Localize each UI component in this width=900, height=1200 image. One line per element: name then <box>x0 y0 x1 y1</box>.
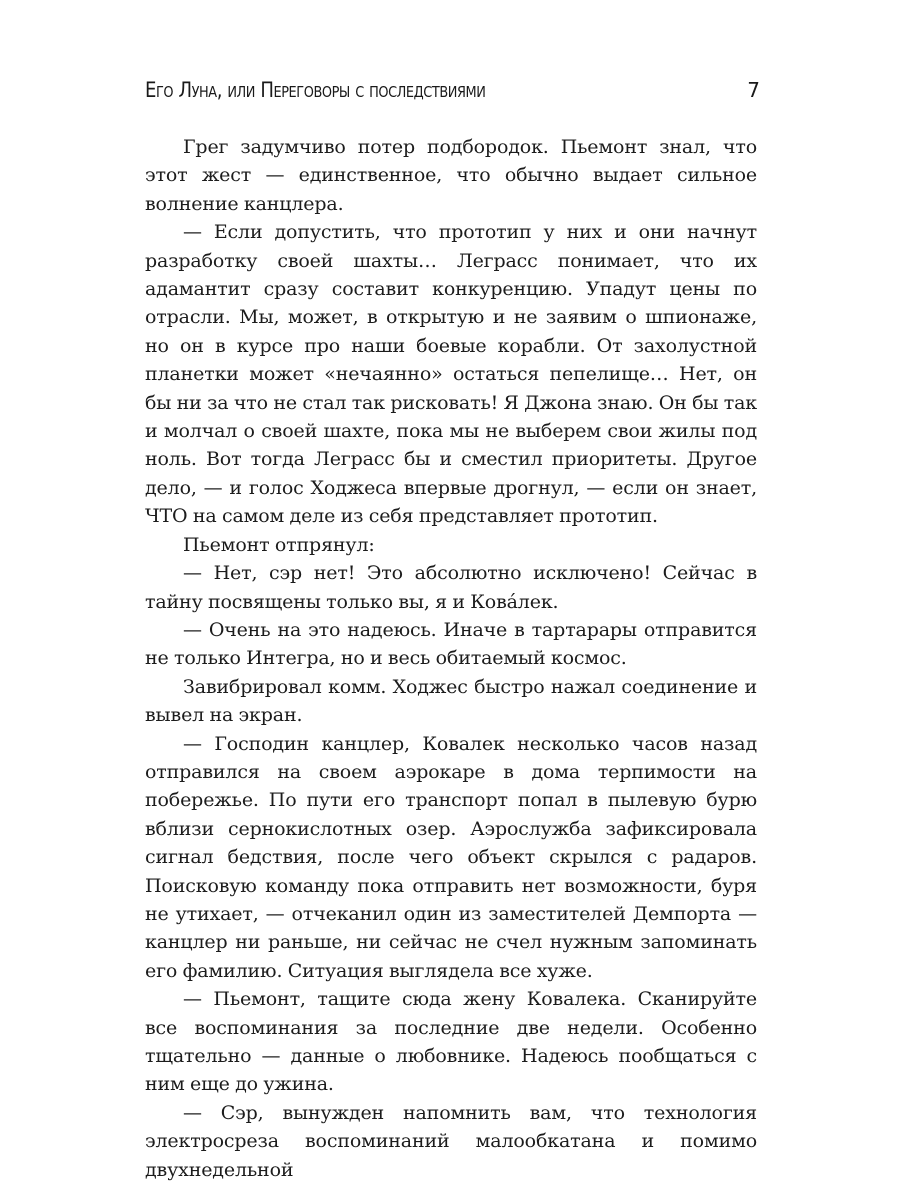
book-title: Его Луна, или Переговоры с последствиями <box>145 78 486 102</box>
paragraph: — Пьемонт, тащите сюда жену Ковалека. Сканируйте все воспоминания за последние две недели. Особенно тщательно — данные о любовнике. Надеюсь пообщаться с ним еще до ужина. <box>145 988 757 1096</box>
paragraph: — Очень на это надеюсь. Иначе в тартарары отправится не только Интегра, но и весь обитаемый космос. <box>145 618 757 670</box>
paragraph: Грег задумчиво потер подбородок. Пьемонт знал, что этот жест — единственное, что обычно выдает сильное волнение канцлера. <box>145 136 757 215</box>
paragraph: — Сэр, вынужден напомнить вам, что технология электросреза воспоминаний малообкатана и помимо двухнедельной <box>145 1101 757 1181</box>
page-number: 7 <box>747 78 760 102</box>
running-header <box>145 78 760 118</box>
paragraph: — Нет, сэр нет! Это абсолютно исключено! Сейчас в тайну посвящены только вы, я и Кова́лек. <box>145 562 757 613</box>
paragraph: — Если допустить, что прототип у них и они начнут разработку своей шахты… Леграсс понимает, что их адамантит сразу составит конкуренцию. Упадут цены по отрасли. Мы, может, в открытую и не заявим о шпионаже, но он в курсе про наши боевые корабли. От захолустной планетки может «нечаянно» остаться пепелище… Нет, он бы ни за что не стал так рисковать! Я Джона знаю. Он бы так и молчал о своей шахте, пока мы не выберем свои жилы под ноль. Вот тогда Леграсс бы и сместил приоритеты. Другое дело, — и голос Ходжеса впервые дрогнул, — если он знает, ЧТО на самом деле из себя представляет прототип. <box>145 221 757 528</box>
paragraph: Пьемонт отпрянул: <box>183 533 375 556</box>
paragraph: — Господин канцлер, Ковалек несколько часов назад отправился на своем аэрокаре в дома терпимости на побережье. По пути его транспорт попал в пылевую бурю вблизи сернокислотных озер. Аэрослужба зафиксировала сигнал бедствия, после чего объект скрылся с радаров. Поисковую команду пока отправить нет возможности, буря не утихает, — отчеканил один из заместителей Демпорта — канцлер ни раньше, ни сейчас не счел нужным запоминать его фамилию. Ситуация выглядела все хуже. <box>145 732 757 982</box>
body-text <box>145 133 757 1184</box>
paragraph: Завибрировал комм. Ходжес быстро нажал соединение и вывел на экран. <box>145 675 757 727</box>
